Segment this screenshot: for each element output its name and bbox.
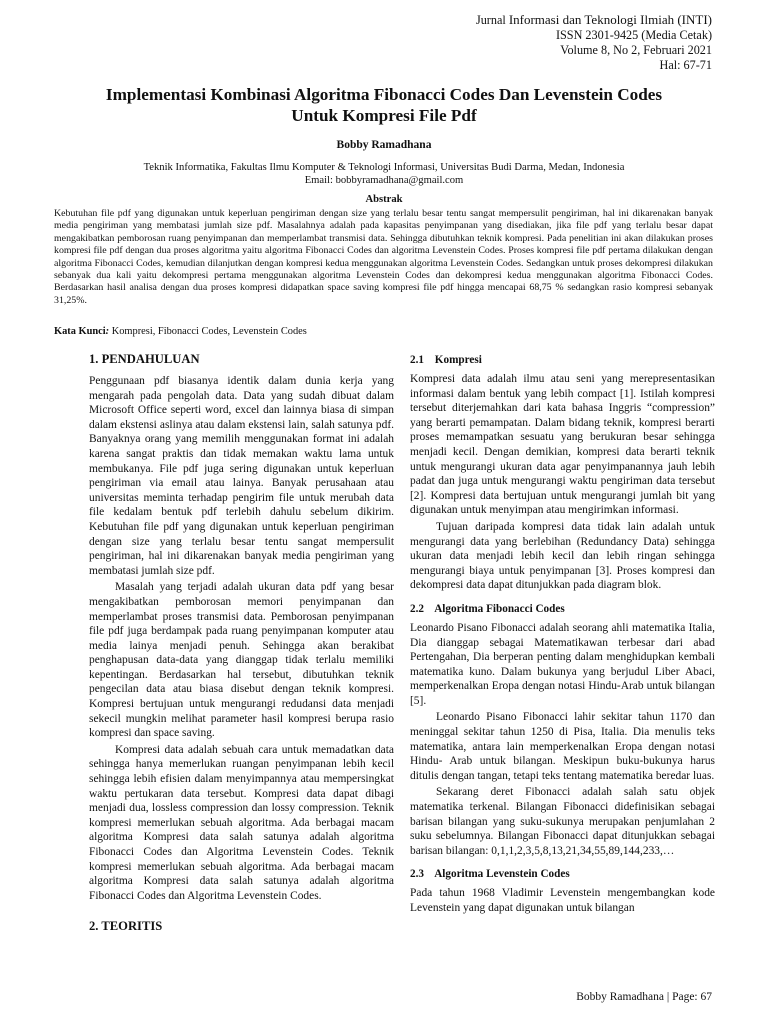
subsection-2-1-heading xyxy=(410,354,715,366)
kompresi-paragraph-2: Tujuan daripada kompresi data tidak lain adalah untuk mengurangi data yang berlebihan (Redundancy Data) sehingga ukuran data menjadi lebih kecil dan lebih ringan sehingga mengurangi biaya untuk penyimpanan [3]. Proses kompresi dan dekompresi data dapat ditunjukkan pada diagram blok. xyxy=(410,520,715,592)
affiliation: Teknik Informatika, Fakultas Ilmu Komputer & Teknologi Informasi, Universitas Budi Darma, Medan, Indonesia xyxy=(143,162,625,173)
abstract-text: Kebutuhan file pdf yang digunakan untuk keperluan pengiriman dengan size yang terlalu besar tentu sangat mempersulit pengiriman, hal ini dikarenakan banyak media pengiriman yang membatasi jumlah size pdf. Masalahnya adalah pada kapasitas penyimpanan yang disediakan, jika file pdf yang terlalu besar dapat mengakibatkan pemborosan ruang penyimpanan dan memperlambat transmisi data. Sehingga dibutuhkan teknik kompresi. Pada penelitian ini akan dilakukan proses kompresi file pdf dengan dua proses algoritma yaitu algoritma Fibonacci Codes dan algoritma Levenstein Codes. Proses kompresi file pdf pertama dilakukan dengan algoritma Fibonacci Codes, kemudian dilanjutkan dengan kompresi kedua menggunakan algoritma Levenstein Codes. Sedangkan untuk proses dekompresi dilakukan sebanyak dua kali yaitu dekompresi pertama menggunakan algoritma Levenstein Codes dan dekompresi kedua menggunakan algoritma Fibonacci Codes. Berdasarkan hasil analisa dengan dua proses kompresi didapatkan space saving kompresi file pdf hingga mencapai 68,75 % sedangkan rasio kompresi sebanyak 31,25%. xyxy=(54,208,713,306)
section-2-heading: 2. TEORITIS xyxy=(89,919,163,934)
subsection-2-3-number: 2.3 xyxy=(410,868,424,881)
journal-name-rest: Informasi dan Teknologi Ilmiah (INTI) xyxy=(508,12,712,27)
keywords-colon: : xyxy=(105,326,112,337)
journal-volume: Volume 8, No 2, Februari 2021 xyxy=(560,43,712,57)
abstract-heading: Abstrak xyxy=(365,194,403,205)
author-email: Email: bobbyramadhana@gmail.com xyxy=(304,174,464,186)
author-affiliation-block xyxy=(40,162,728,187)
journal-name-prefix: Jurnal xyxy=(475,13,509,27)
levenstein-paragraph-1: Pada tahun 1968 Vladimir Levenstein mengembangkan kode Levenstein yang dapat digunakan untuk bilangan xyxy=(410,887,715,914)
fibonacci-paragraph-2: Leonardo Pisano Fibonacci lahir sekitar tahun 1170 dan meninggal sekitar tahun 1250 di Pisa, Italia. Dia menulis teks matematika, antara lain memperkenalkan Eropa dengan notasi Hindu- Arab untuk bilangan. Meskipun buku-bukunya harus ditulis dengan tangan, tetapi teks tentang matematika beredar luas. xyxy=(410,711,715,782)
fibonacci-paragraph-3: Sekarang deret Fibonacci adalah salah satu objek matematika terkenal. Bilangan Fibonacci didefinisikan sebagai barisan bilangan yang suku-sukunya merupakan penjumlahan 2 suku sebelumnya. Bilangan Fibonacci dapat ditunjukkan sebagai barisan bilangan: 0,1,1,2,3,5,8,13,21,34,55,89,144,233,… xyxy=(410,786,715,857)
keywords-label: Kata Kunci xyxy=(54,326,106,337)
keywords-text: Kompresi, Fibonacci Codes, Levenstein Codes xyxy=(111,326,307,337)
subsection-2-3-heading xyxy=(410,868,715,880)
author-name: Bobby Ramadhana xyxy=(336,139,432,151)
subsection-2-3-title: Algoritma Levenstein Codes xyxy=(434,868,570,881)
journal-pages: Hal: 67-71 xyxy=(659,58,712,72)
journal-name xyxy=(476,12,712,28)
right-column xyxy=(410,350,715,918)
kompresi-paragraph-1: Kompresi data adalah ilmu atau seni yang merepresentasikan informasi dalam bentuk yang lebih compact [1]. Istilah kompresi tersebut diterjemahkan dari kata bahasa Inggris “compression” yang berarti pemampatan. Dalam bidang teknik, kompresi berarti proses memampatkan sesuatu yang berukuran besar sehingga menjadi kecil. Dengan demikian, kompresi data berarti teknik untuk mengurangi ukuran data agar penyimpanannya jauh lebih padat dan juga untuk mengurangi waktu pengiriman data tersebut [2]. Kompresi data bertujuan untuk mengurangi jumlah bit yang digunakan untuk menyimpan atau mengirimkan informasi. xyxy=(410,373,715,517)
journal-issn: ISSN 2301-9425 (Media Cetak) xyxy=(555,28,712,42)
section-1-heading: 1. PENDAHULUAN xyxy=(89,352,200,366)
intro-paragraph-1: Penggunaan pdf biasanya identik dalam dunia kerja yang mengarah pada pengolah data. Data yang sudah dibuat dalam Microsoft Office seperti word, excel dan lainnya biasa di simpan dalam ekstensi aslinya atau dalam ekstensi lain, salah satunya pdf. Banyaknya orang yang memilih menggunakan format ini adalah karena sangat praktis dan tidak memakan waktu lama untuk membukanya. File pdf juga sering digunakan untuk keperluan pengiriman via email atau lainya. Banyak perusahaan atau universitas meminta terhadap pengirim file untuk merubah data file kedalam bentuk pdf terlebih dahulu sebelum dikirim. Kebutuhan file pdf yang digunakan untuk keperluan pengiriman dengan size yang terlalu besar tentu sangat mempersulit pengiriman, hal ini dikarenakan banyak media pengiriman yang membatasi jumlah size pdf. xyxy=(89,375,394,577)
subsection-2-2-heading xyxy=(410,603,715,615)
paper-title-line-2: Untuk Kompresi File Pdf xyxy=(291,105,477,125)
left-column xyxy=(89,350,394,941)
subsection-2-2-title: Algoritma Fibonacci Codes xyxy=(434,602,565,615)
intro-paragraph-2: Masalah yang terjadi adalah ukuran data pdf yang besar mengakibatkan pemborosan memori penyimpanan dan memperlambat proses transmisi data. Pemborosan penyimpanan file pdf juga berdampak pada ruang penyimpanan komputer atau media lainya menjadi penuh. Sehingga akan berakibat penghapusan data-data yang dianggap tidak terlalu memiliki kepentingan. Berdasarkan hal tersebut, dibutuhkan teknik pengecilan data atau biasa disebut dengan teknik kompresi. Kompresi bertujuan untuk mengurangi redudansi data menjadi sekecil mungkin melihat parameter hasil kompresi berupa rasio kompresi dan space saving. xyxy=(89,581,394,740)
intro-paragraph-3: Kompresi data adalah sebuah cara untuk memadatkan data sehingga hanya memerlukan ruangan penyimpanan lebih kecil sehingga lebih efisien dalam menyimpannya atau mempersingkat waktu pertukaran data tersebut. Kompresi data dapat dibagi menjadi dua, lossless compression dan lossy compression. Teknik kompresi memerlukan sebuah algoritma. Ada berbagai macam algoritma Kompresi data salah satunya adalah algoritma Fibonacci Codes dan Algoritma Levenstein Codes. Teknik kompresi memerlukan sebuah algoritma. Ada berbagai macam algoritma Kompresi data salah satunya adalah algoritma Fibonacci Codes dan Algoritma Levenstein Codes. xyxy=(89,743,394,902)
keywords xyxy=(54,326,713,337)
subsection-2-2-number: 2.2 xyxy=(410,602,424,615)
subsection-2-1-number: 2.1 xyxy=(410,354,424,366)
page-footer: Bobby Ramadhana | Page: 67 xyxy=(576,991,712,1003)
subsection-2-1-title: Kompresi xyxy=(434,354,482,366)
fibonacci-paragraph-1: Leonardo Pisano Fibonacci adalah seorang ahli matematika Italia, Dia dianggap sebagai Matematikawan terbesar dari abad Pertengahan, Dia berperan penting dalam menghidupkan kembali matematika kuno. Dalam bukunya yang berjudul Liber Abaci, memperkenalkan Eropa dengan notasi Hindu-Arab untuk bilangan [5]. xyxy=(410,621,715,707)
paper-title xyxy=(60,85,708,126)
paper-title-line-1: Implementasi Kombinasi Algoritma Fibonacci Codes Dan Levenstein Codes xyxy=(105,85,663,104)
journal-header xyxy=(476,12,712,73)
